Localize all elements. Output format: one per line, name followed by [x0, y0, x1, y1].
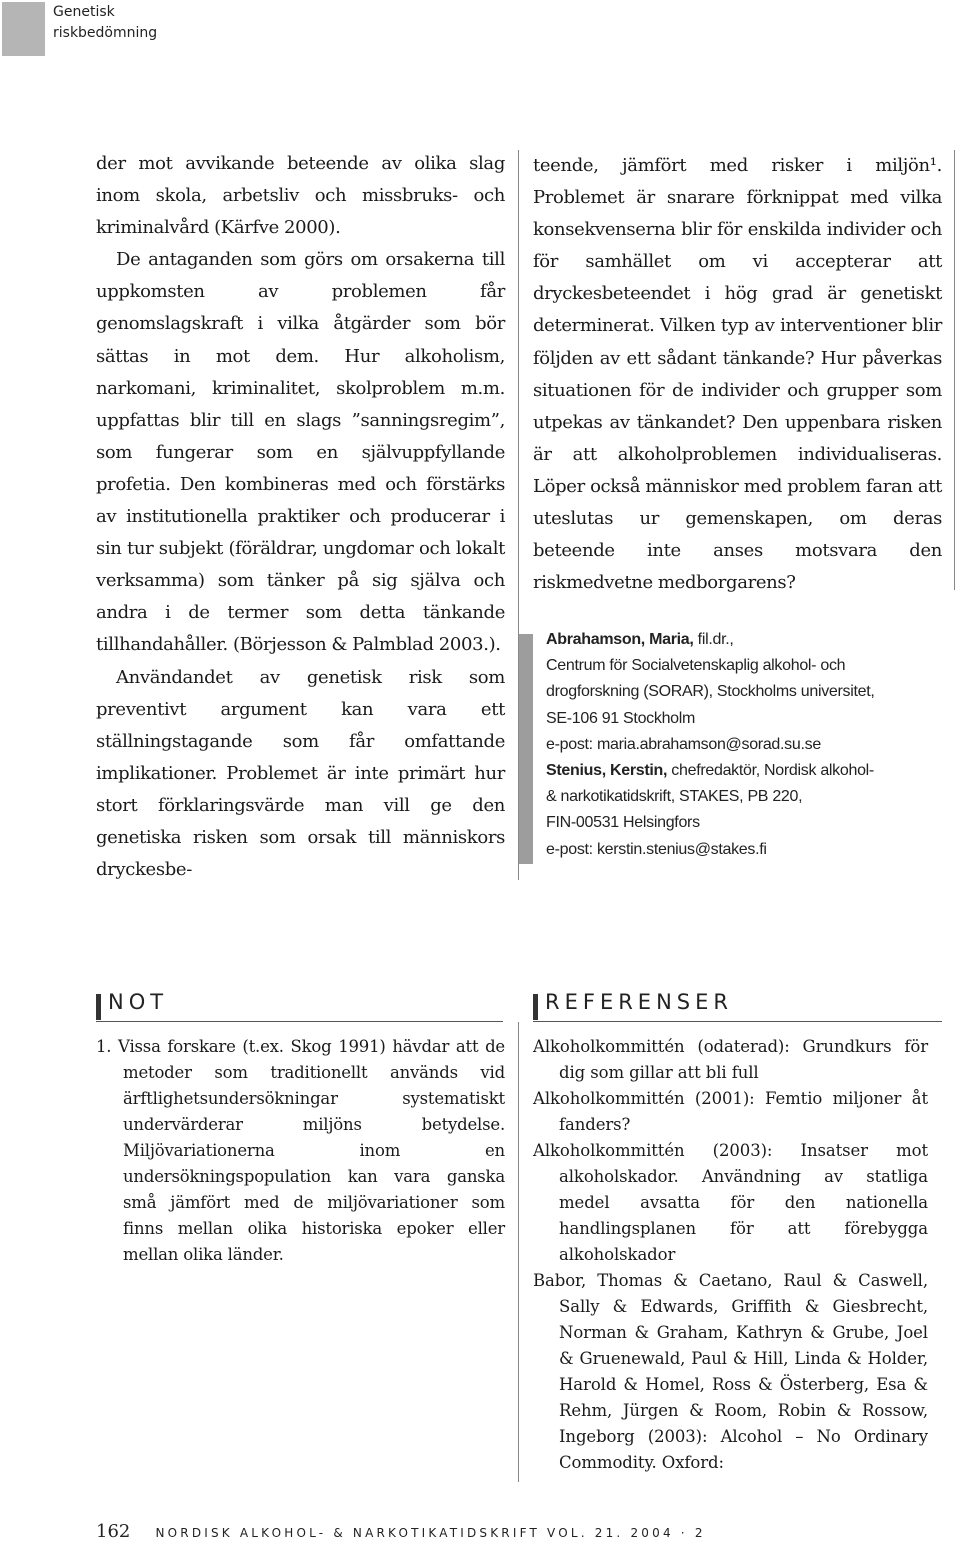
author-title: chefredaktör, Nordisk alkohol-	[667, 762, 874, 780]
notes-heading-rule	[96, 1021, 503, 1022]
paragraph: der mot avvikande beteende av olika slag inom skola, arbetsliv och missbruks- och kriminalvård (Kärfve 2000).	[96, 153, 505, 239]
page-number: 162	[96, 1521, 131, 1542]
reference-item: Babor, Thomas & Caetano, Raul & Caswell, Sally & Edwards, Griffith & Giesbrecht, Norman & Graham, Kathryn & Grube, Joel & Gruenewald, Paul & Hill, Linda & Holder, Harold & Homel, Ross & Österberg, Esa & Rehm, Jürgen & Room, Robin & Rossow, Ingeborg (2003): Alcohol – No Ordinary Commodity. Oxford:	[533, 1271, 928, 1472]
reference-item: Alkoholkommittén (2001): Femtio miljoner åt fanders?	[533, 1089, 928, 1134]
paragraph: teende, jämfört med risker i miljön¹. Problemet är snarare förknippat med vilka konsekvenserna blir för enskilda individer och för samhället om vi accepterar att dryckesbeteendet i hög grad är genetiskt determinerat. Vilken typ av interventioner blir följden av ett sådant tänkande? Hur påverkas situationen för de individer och grupper som utpekas av tänkandet? Den uppenbara risken är att alkoholproblemen individualiseras. Löper också människor med problem faran att uteslutas ur gemenskapen, om deras beteende inte anses motsvara den riskmedvetne medborgarens?	[533, 155, 942, 594]
paragraph: De antaganden som görs om orsakerna till uppkomsten av problemen får genomslagskraft i vilka åtgärder som bör sättas in mot dem. Hur alkoholism, narkomani, kriminalitet, skolproblem m.m. uppfattas blir till en slags ”sanningsregim”, som fungerar som en självuppfyllande profetia. Den kombineras med och förstärks av institutionella praktiker och producerar i sin tur subjekt (föräldrar, ungdomar och lokalt verksamma) som tänker på sig själva och andra i de termer som detta tänkande tillhandahåller. (Börjesson & Palmblad 2003.).	[96, 249, 505, 656]
references-heading-marker	[533, 994, 538, 1020]
notes-heading-marker	[96, 994, 101, 1020]
author-address: FIN-00531 Helsingfors	[546, 814, 700, 832]
author-address: SE-106 91 Stockholm	[546, 709, 696, 727]
section-tab-marker	[2, 2, 45, 56]
author-affiliation: Centrum för Socialvetenskaplig alkohol- och	[546, 657, 846, 675]
references-heading-rule	[533, 1021, 942, 1022]
journal-name: NORDISK ALKOHOL- & NARKOTIKATIDSKRIFT VOL. 21. 2004 · 2	[155, 1526, 706, 1540]
paragraph: Användandet av genetisk risk som preventivt argument kan vara ett ställningstagande som får omfattande implikationer. Problemet är inte primärt hur stort förklaringsvärde man vill ge den genetiska risken som orsak till människors dryckesbe-	[96, 666, 505, 881]
body-column-left	[96, 148, 505, 886]
reference-item: Alkoholkommittén (2003): Insatser mot alkoholskador. Användning av statliga medel avsatta för den nationella handlingsplanen för att förebygga alkoholskador	[533, 1141, 928, 1264]
author-email: e-post: maria.abrahamson@sorad.su.se	[546, 735, 821, 753]
author-info-bar	[519, 634, 533, 864]
author-title: fil.dr.,	[693, 631, 734, 648]
references-heading: REFERENSER	[545, 990, 733, 1014]
body-column-right	[533, 150, 942, 599]
author-line	[546, 627, 946, 653]
author-affiliation: drogforskning (SORAR), Stockholms universitet,	[546, 683, 875, 701]
section-tab-label: Genetisk riskbedömning	[53, 4, 158, 41]
notes-heading: NOT	[108, 990, 169, 1014]
page-footer	[96, 1521, 706, 1542]
column-divider	[518, 1022, 519, 1482]
author-affiliation: & narkotikatidskrift, STAKES, PB 220,	[546, 788, 803, 806]
author-line	[546, 758, 946, 784]
notes-list	[96, 1034, 505, 1268]
author-name: Abrahamson, Maria,	[546, 631, 694, 648]
note-item: 1. Vissa forskare (t.ex. Skog 1991) hävdar att de metoder som traditionellt används vid ärftlighetsundersökningar systematiskt undervärderar miljöns betydelse. Miljövariationerna inom en undersökningspopulation kan vara ganska små jämfört med de miljövariationer som finns mellan olika historiska epoker eller mellan olika länder.	[96, 1037, 505, 1264]
author-email: e-post: kerstin.stenius@stakes.fi	[546, 840, 767, 858]
author-name: Stenius, Kerstin,	[546, 762, 668, 780]
references-list	[533, 1034, 928, 1476]
column-right-border	[954, 150, 955, 590]
reference-item: Alkoholkommittén (odaterad): Grundkurs för dig som gillar att bli full	[533, 1037, 928, 1082]
author-info	[546, 627, 946, 863]
